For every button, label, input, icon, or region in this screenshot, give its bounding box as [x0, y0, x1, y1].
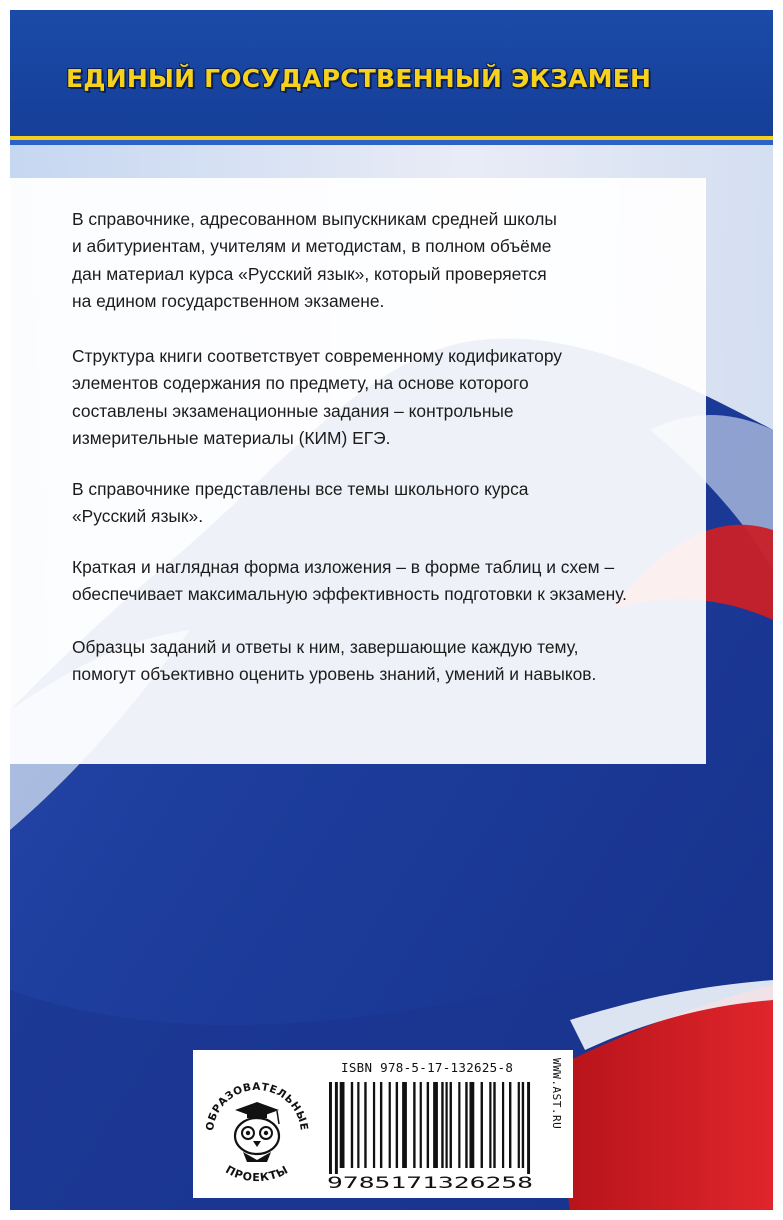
barcode-bars [329, 1082, 530, 1174]
logo-top-text: ОБРАЗОВАТЕЛЬНЫЕ [203, 1080, 310, 1132]
barcode-digits: 9785171326258 [327, 1173, 533, 1192]
header-blue-stripe [10, 140, 773, 145]
paragraph-2 [72, 343, 702, 452]
barcode-bar [465, 1082, 467, 1168]
text-line: «Русский язык». [72, 506, 204, 527]
barcode-bar [441, 1082, 443, 1168]
barcode-bar [402, 1082, 407, 1168]
text-line: дан материал курса «Русский язык», который проверяется [72, 263, 547, 284]
barcode-bar [357, 1082, 359, 1168]
barcode-bar [335, 1082, 338, 1174]
barcode-bar [364, 1082, 366, 1168]
barcode-bar [458, 1082, 460, 1168]
barcode-bar [445, 1082, 447, 1168]
text-line: помогут объективно оценить уровень знаний, умений и навыков. [72, 664, 597, 685]
text-line: элементов содержания по предмету, на основе которого [72, 373, 529, 394]
barcode-bar [527, 1082, 530, 1174]
barcode-bar [389, 1082, 391, 1168]
text-line: составлены экзаменационные задания – контрольные [72, 400, 514, 421]
svg-text:ПРОЕКТЫ [223, 1163, 290, 1184]
text-line: на едином государственном экзамене. [72, 290, 385, 311]
barcode-bar [380, 1082, 382, 1168]
isbn-barcode [323, 1080, 539, 1192]
barcode-bar [396, 1082, 398, 1168]
barcode-bar [493, 1082, 495, 1168]
series-title: ЕДИНЫЙ ГОСУДАРСТВЕННЫЙ ЭКЗАМЕН [66, 64, 652, 93]
text-line: измерительные материалы (КИМ) ЕГЭ. [72, 427, 391, 448]
barcode-area [193, 1050, 573, 1198]
paragraph-5 [72, 634, 702, 689]
text-line: обеспечивает максимальную эффективность подготовки к экзамену. [72, 584, 627, 605]
barcode-bar [373, 1082, 375, 1168]
barcode-bar [329, 1082, 332, 1174]
barcode-bar [481, 1082, 483, 1168]
book-back-cover [10, 10, 773, 1210]
text-line: и абитуриентам, учителям и методистам, в полном объёме [72, 236, 552, 257]
barcode-bar [469, 1082, 474, 1168]
text-line: Структура книги соответствует современному кодификатору [72, 346, 562, 366]
barcode-bar [502, 1082, 504, 1168]
text-line: Краткая и наглядная форма изложения – в форме таблиц и схем – [72, 557, 615, 577]
owl-scholar-icon [235, 1102, 279, 1162]
barcode-bar [509, 1082, 511, 1168]
publisher-website: WWW.AST.RU [550, 1058, 563, 1130]
barcode-bar [427, 1082, 429, 1168]
text-line: Образцы заданий и ответы к ним, завершающие каждую тему, [72, 637, 579, 657]
publisher-logo [193, 1050, 321, 1198]
barcode-bar [518, 1082, 520, 1168]
paragraph-1 [72, 206, 702, 315]
text-line: В справочнике представлены все темы школьного курса [72, 479, 529, 499]
barcode-bar [489, 1082, 491, 1168]
text-line: В справочнике, адресованном выпускникам средней школы [72, 209, 557, 229]
barcode-bar [413, 1082, 415, 1168]
barcode-bar [450, 1082, 452, 1168]
logo-bottom-text: ПРОЕКТЫ [223, 1163, 291, 1185]
barcode-bar [522, 1082, 524, 1168]
barcode-bar [433, 1082, 438, 1168]
paragraph-3 [72, 476, 702, 531]
isbn-label: ISBN 978-5-17-132625-8 [341, 1060, 514, 1075]
paragraph-4 [72, 554, 702, 609]
barcode-bar [340, 1082, 345, 1168]
barcode-bar [351, 1082, 353, 1168]
description-panel [10, 178, 706, 764]
barcode-bar [420, 1082, 422, 1168]
